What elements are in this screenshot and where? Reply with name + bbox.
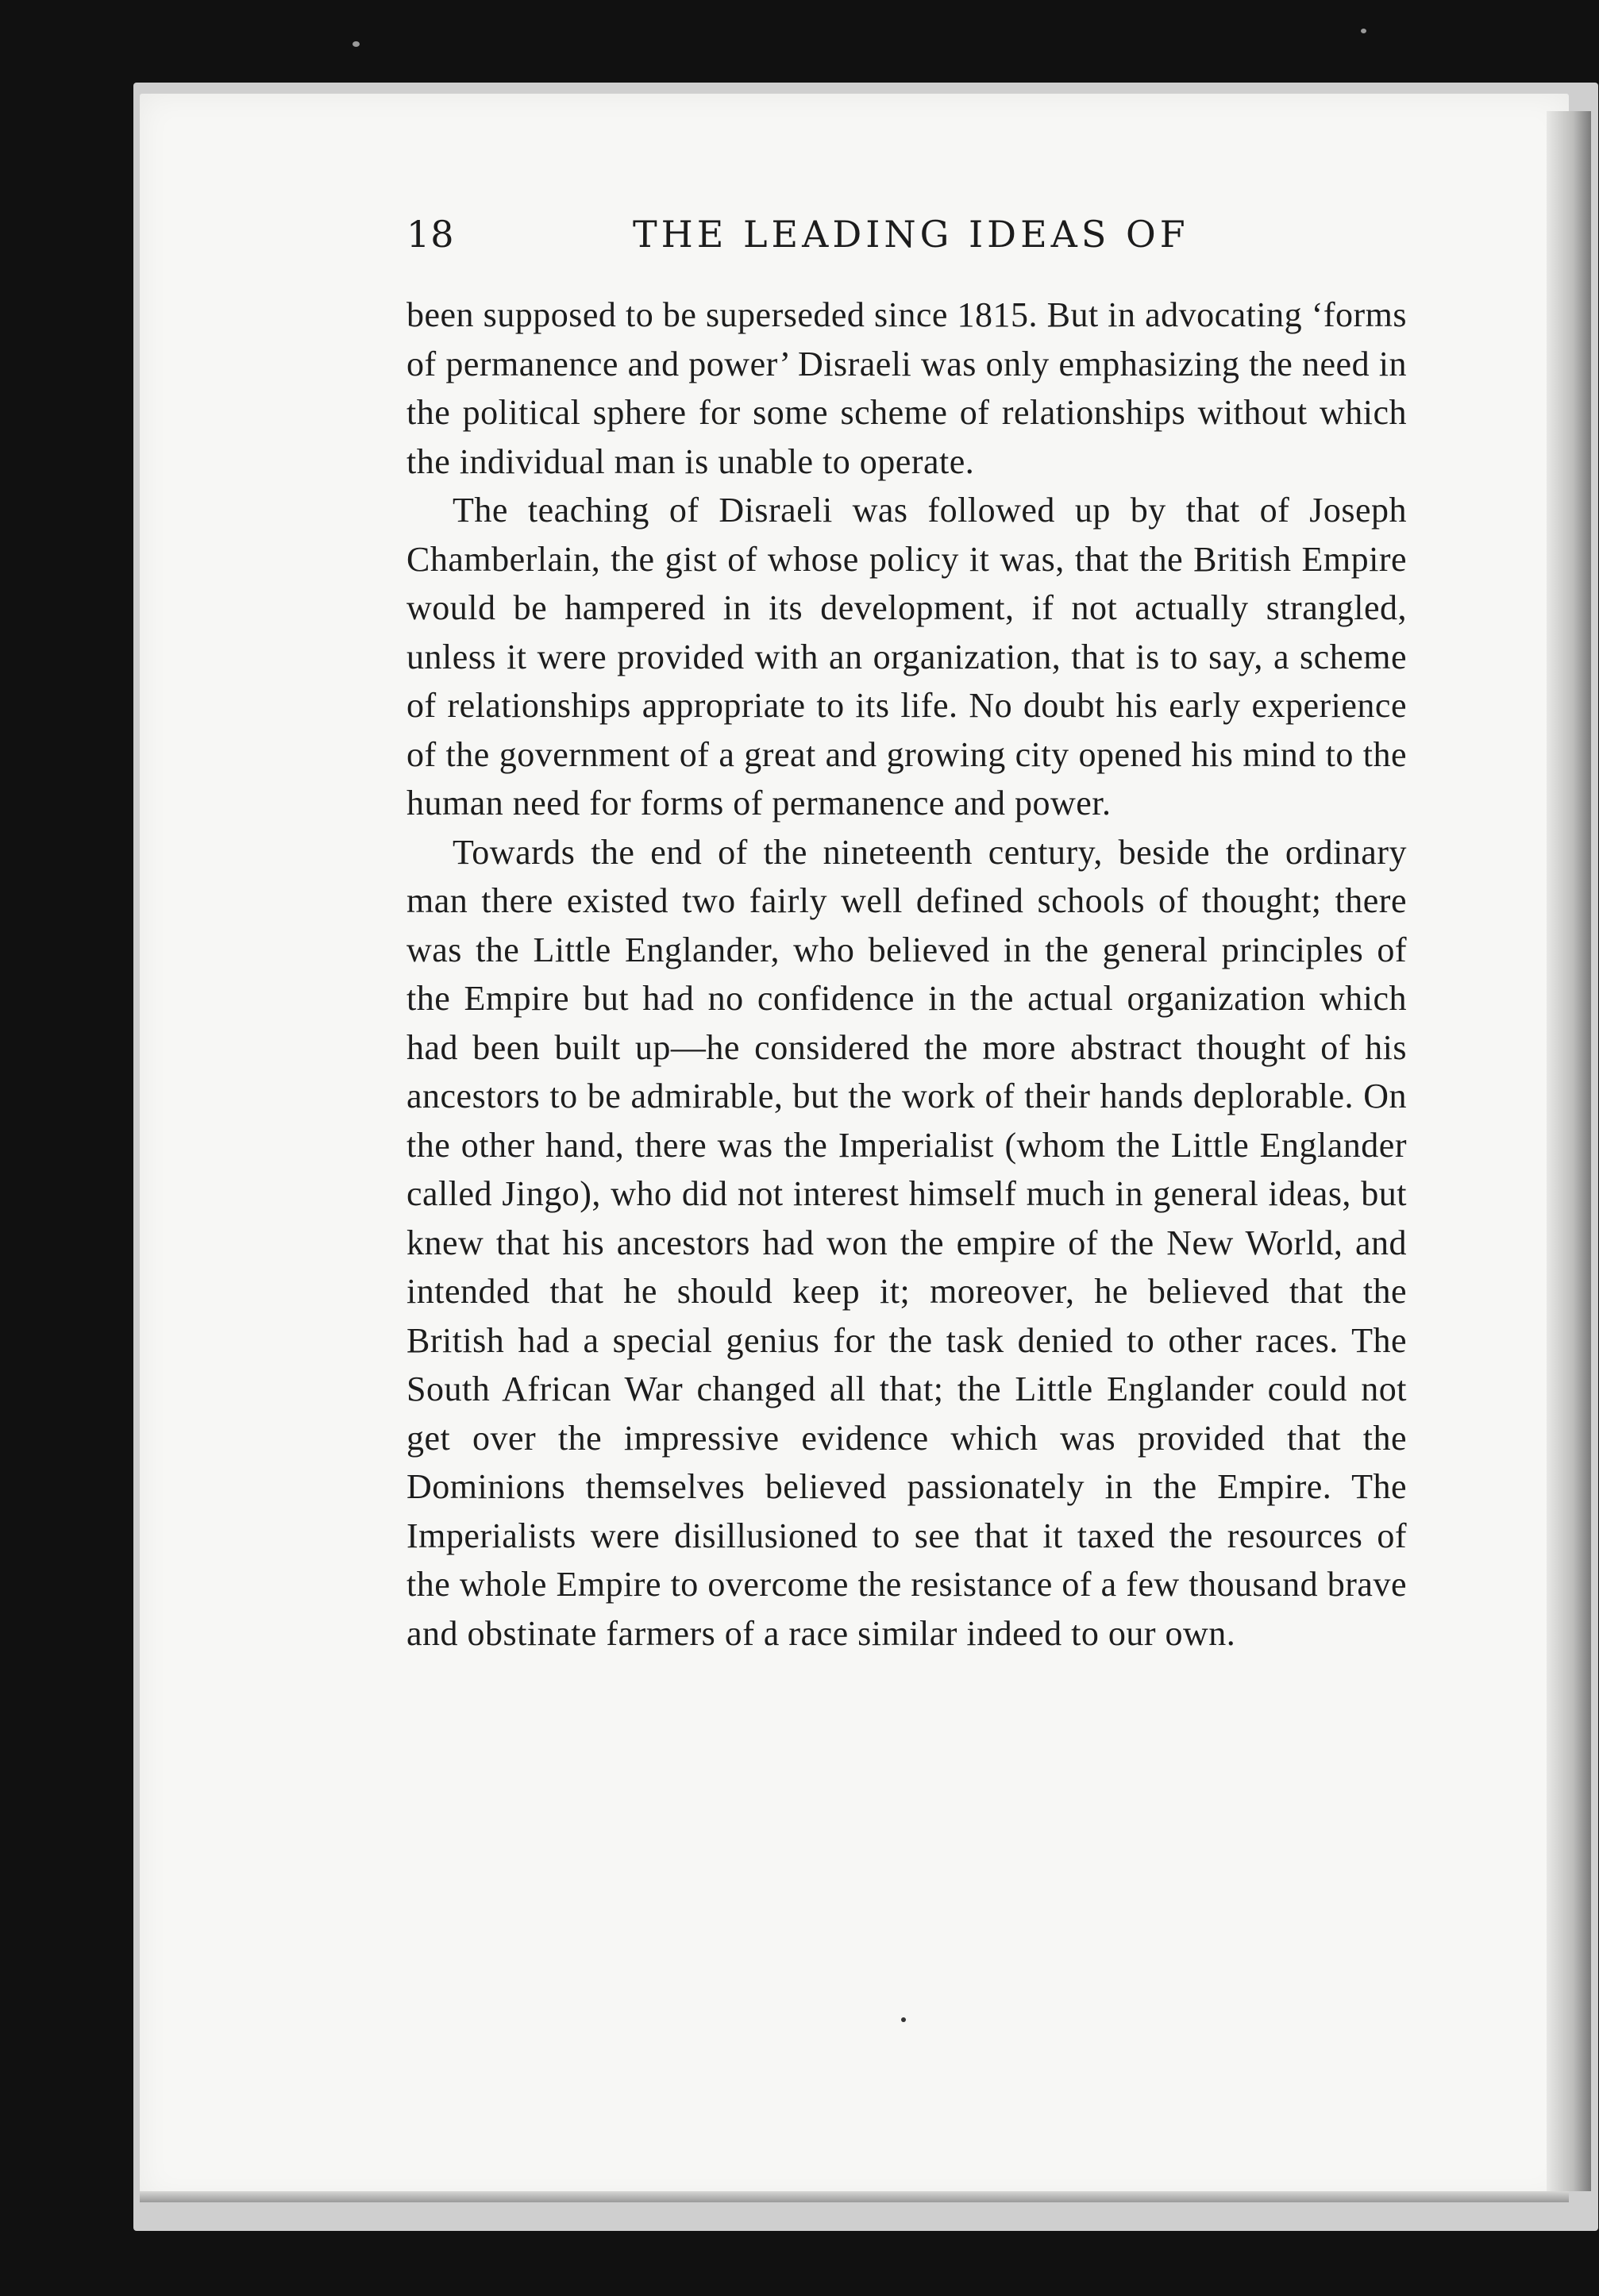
body-text: [406, 291, 1407, 1658]
paragraph: been supposed to be superseded since 1815. But in advocating ‘forms of permanence and power’ Disraeli was only emphasizing the need in the political sphere for some scheme of relationships without which the individual man is unable to operate.: [406, 295, 1407, 481]
running-head: [406, 213, 1200, 268]
page-edge-right: [1547, 111, 1591, 2191]
paragraph: Towards the end of the nineteenth century, beside the ordinary man there existed two fairly well defined schools of thought; there was the Little Englander, who believed in the general principles of the Empire but had no confidence in the actual organization which had been built up—he considered the more abstract thought of his ancestors to be admirable, but the work of their hands deplorable. On the other hand, there was the Imperialist (whom the Little Englander called Jingo), who did not interest himself much in general ideas, but knew that his ancestors had won the empire of the New World, and intended that he should keep it; moreover, he believed that the British had a special genius for the task denied to other races. The South African War changed all that; the Little Englander could not get over the impressive evidence which was provided that the Dominions themselves believed passionately in the Empire. The Imperialists were disillusioned to see that it taxed the resources of the whole Empire to overcome the resistance of a few thousand brave and obstinate farmers of a race similar indeed to our own.: [406, 832, 1407, 1653]
dust-speck: [353, 41, 360, 47]
paragraph: The teaching of Disraeli was followed up by that of Joseph Chamberlain, the gist of whose policy it was, that the British Empire would be hampered in its development, if not actually strangled, unless it were provided with an organization, that is to say, a scheme of relationships appropriate to its life. No doubt his early experience of the government of a great and growing city opened his mind to the human need for forms of permanence and power.: [406, 491, 1407, 822]
dust-speck: [1361, 29, 1366, 33]
running-head-title: THE LEADING IDEAS OF: [633, 213, 1189, 256]
dust-speck: [901, 2017, 906, 2022]
page-edge-bottom: [140, 2191, 1569, 2202]
page-number: 18: [406, 213, 455, 256]
